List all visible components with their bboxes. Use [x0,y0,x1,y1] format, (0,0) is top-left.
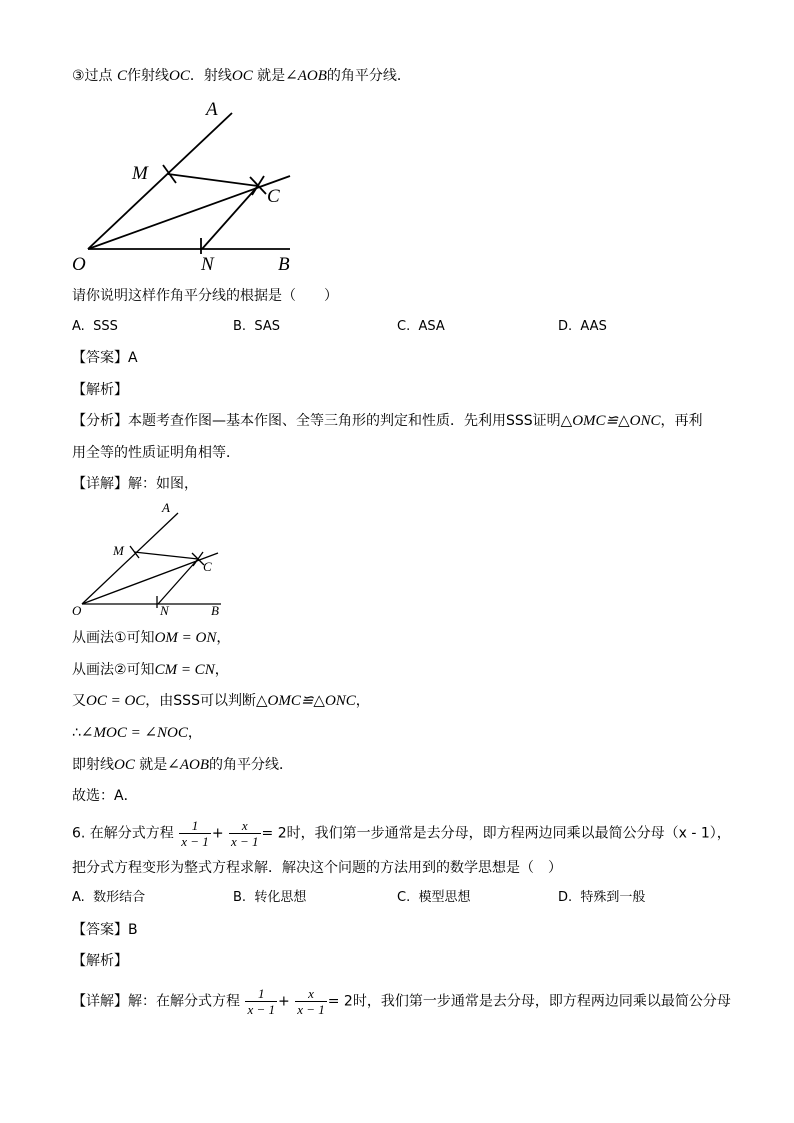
q5-step-3: 又OC = OC，由SSS可以判断△OMC≌△ONC， [72,693,370,709]
q5-analysis-label: 【解析】 [72,382,128,398]
q6-option-d: D. 特殊到一般 [558,890,646,905]
q5-conclusion: 故选：A． [72,788,138,804]
q5-step-5: 即射线OC 就是∠AOB的角平分线． [72,757,294,773]
fig2-label-O: O [72,603,82,618]
fig1-label-O: O [72,254,86,275]
question5-prompt: 请你说明这样作角平分线的根据是（ ） [72,288,338,304]
fig1-label-C: C [267,186,280,207]
q6-option-b: B. 转化思想 [233,890,307,905]
fig2-label-B: B [211,603,219,618]
q5-option-b: B. SAS [233,319,280,334]
q5-option-d: D. AAS [558,319,607,334]
fig2-label-N: N [160,603,169,618]
q5-step-2: 从画法②可知CM = CN， [72,662,229,678]
q5-option-a: A. SSS [72,319,118,334]
q5-fenxi-line1: 【分析】本题考查作图—基本作图、全等三角形的判定和性质．先利用SSS证明△OMC≌△ONC，再利 [72,413,703,429]
fig2-label-C: C [203,559,212,574]
q5-fenxi-line2: 用全等的性质证明角相等． [72,445,240,461]
q6-analysis-label: 【解析】 [72,953,128,969]
question6-line2: 把分式方程变形为整式方程求解．解决这个问题的方法用到的数学思想是（ ） [72,860,562,876]
q5-step-4: ∴∠MOC = ∠NOC， [72,725,202,741]
q6-detail: 【详解】解：在解分式方程 $\frac{1}{x - 1}$ + $\frac{x}{x - 1}$ = 2时，我们第一步通常是去分母，即方程两边同乘以最简公分母 [72,986,731,1017]
q5-option-c: C. ASA [397,319,445,334]
fig1-label-B: B [278,254,290,275]
q6-detail-fraction-2: $\frac{x}{x - 1}$ [297,986,325,1017]
fig2-label-A: A [162,500,170,515]
q6-option-a: A. 数形结合 [72,890,146,905]
q5-detail: 【详解】解：如图， [72,476,198,492]
q5-answer: 【答案】A [72,350,138,366]
fig2-label-M: M [113,543,124,558]
fig1-label-A: A [206,99,218,120]
q6-answer: 【答案】B [72,922,138,938]
step3-line: ③过点 C作射线OC．射线OC 就是∠AOB的角平分线． [72,68,411,84]
q6-fraction-2: $\frac{x}{x - 1}$ [231,818,259,849]
question6-line1: 6. 在解分式方程 $\frac{1}{x - 1}$ + $\frac{x}{x - 1}$ = 2时，我们第一步通常是去分母，即方程两边同乘以最简公分母（x - 1）， [72,818,731,849]
q5-step-1: 从画法①可知OM = ON， [72,630,231,646]
q6-fraction-1: $\frac{1}{x - 1}$ [181,818,209,849]
q6-option-c: C. 模型思想 [397,890,471,905]
fig1-label-N: N [201,254,214,275]
fig1-label-M: M [132,163,148,184]
q6-detail-fraction-1: $\frac{1}{x - 1}$ [247,986,275,1017]
